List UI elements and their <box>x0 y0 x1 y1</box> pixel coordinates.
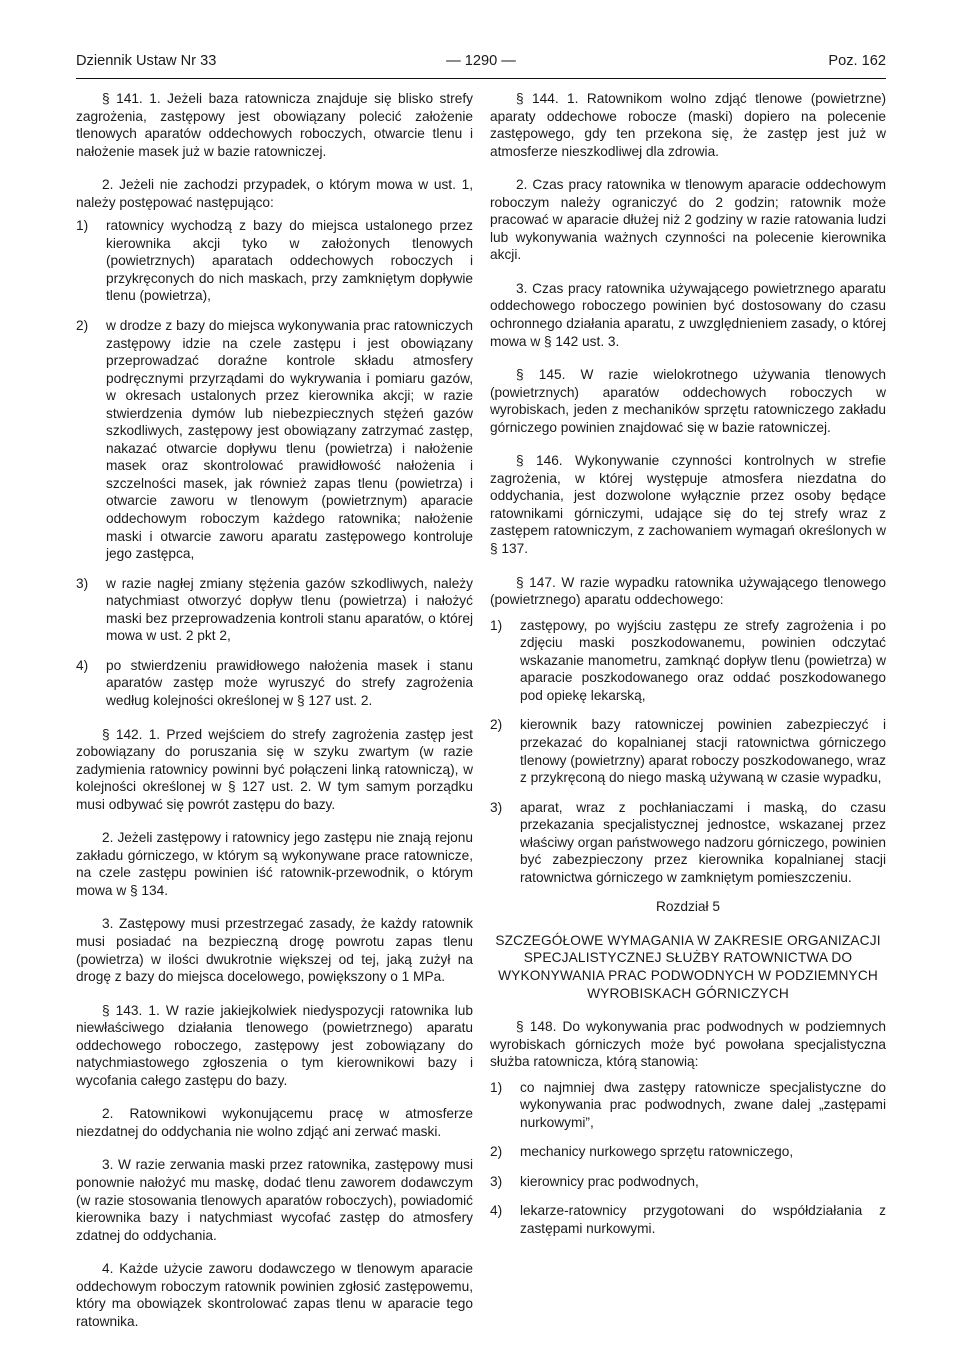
list-text: lekarze-ratownicy przygotowani do współdziałania z zastępami nurkowymi. <box>520 1203 886 1236</box>
list-item <box>490 1143 886 1161</box>
list-number: 1) <box>490 617 503 633</box>
list-text: zastępowy, po wyjściu zastępu ze strefy zagrożenia i po zdjęciu maski poszkodowanemu, powinien odczytać wskazanie manometru, zamknąć dopływ tlenu (powietrza) w aparacie poszkodowanego oraz oddać poszkodowanego pod opiekę lekarską, <box>520 617 886 703</box>
list-text: w drodze z bazy do miejsca wykonywania prac ratowniczych zastępowy idzie na czele zastępu i jest obowiązany przeprowadzać doraźne kontrole składu atmosfery podręcznymi przyrządami do wykrywania i pomiaru gazów, w okresach ustalonych przez kierownika akcji; w razie stwierdzenia dymów lub niebezpiecznych stężeń gazów szkodliwych, zastępowy jest obowiązany zatrzymać zastęp, nakazać otwarcie dopływu tlenu (powietrza) i nałożenie masek oraz skontrolować prawidłowość nałożenia i szczelności masek, jak również zapas tlenu (powietrza) i otwarcie zaworu w tlenowym (powietrznym) aparacie oddechowym roboczym każdego ratownika; nałożenie maski i otwarcie zaworu aparatu zastępowego kontroluje jego zastępca, <box>106 318 473 562</box>
paragraph-143-4: 4. Każde użycie zaworu dodawczego w tlenowym aparacie oddechowym roboczym ratownik powinien zgłosić zastępowemu, który ma obowiązek skontrolować zapas tlenu w aparacie tego ratownika. <box>76 1261 473 1329</box>
left-column <box>76 90 473 1346</box>
page-number: — 1290 — <box>446 53 516 69</box>
list-item <box>490 1202 886 1237</box>
list-item <box>490 1079 886 1132</box>
paragraph-143-3: 3. W razie zerwania maski przez ratownika, zastępowy musi ponownie nałożyć mu maskę, dodać tlenu zaworem dodawczym (w razie stosowania tlenowych aparatów roboczych), powiadomić kierownika bazy i natychmiast wycofać zastęp do atmosfery zdatnej do oddychania. <box>76 1157 473 1243</box>
paragraph-148: § 148. Do wykonywania prac podwodnych w podziemnych wyrobiskach górniczych może być powołana specjalistyczna służba ratownicza, którą stanowią: <box>490 1019 886 1070</box>
list-number: 3) <box>76 575 89 591</box>
paragraph-142-3: 3. Zastępowy musi przestrzegać zasady, że każdy ratownik musi posiadać na bezpieczną drogę powrotu zapas tlenu (powietrza) w ilości dwukrotnie większej od tej, jaką zużył na drogę z bazy do miejsca docelowego, powiększony o 1 MPa. <box>76 916 473 985</box>
paragraph-143-1: § 143. 1. W razie jakiejkolwiek niedyspozycji ratownika lub niewłaściwego działania tlenowego (powietrznego) aparatu oddechowego roboczego, zastępowy jest zobowiązany do natychmiastowego zgłoszenia o tym kierownikowi bazy i wycofania całego zastępu do bazy. <box>76 1002 473 1088</box>
right-column <box>490 90 886 1250</box>
chapter-heading: Rozdział 5 <box>656 899 720 915</box>
paragraph-144-1: § 144. 1. Ratownikom wolno zdjąć tlenowe (powietrzne) aparaty oddechowe robocze (maski) dopiero na polecenie zastępowego, gdy ten przekona się, że zastęp jest już w atmosferze nieszkodliwej dla zdrowia. <box>490 91 886 159</box>
paragraph-144-2: 2. Czas pracy ratownika w tlenowym aparacie oddechowym roboczym należy ograniczyć do 2 godzin; ratownik może pracować w aparacie dłużej niż 2 godziny w razie ratowania ludzi lub wykonywania ważnych czynności na polecenie kierownika akcji. <box>490 177 886 263</box>
list-text: co najmniej dwa zastępy ratownicze specjalistyczne do wykonywania prac podwodnych, zwane dalej „zastępami nurkowymi”, <box>520 1079 886 1130</box>
list-text: po stwierdzeniu prawidłowego nałożenia masek i stanu aparatów zastęp może wyruszyć do strefy zagrożenia według kolejności określonej w § 127 ust. 2. <box>106 657 473 708</box>
paragraph-147: § 147. W razie wypadku ratownika używającego tlenowego (powietrznego) aparatu oddechowego: <box>490 574 886 608</box>
paragraph-144-3: 3. Czas pracy ratownika używającego powietrznego aparatu oddechowego roboczego powinien być dostosowany do czasu ochronnego działania aparatu, z uwzględnieniem zasady, o której mowa w § 142 ust. 3. <box>490 280 886 349</box>
list-item <box>490 1173 886 1191</box>
position-number: Poz. 162 <box>828 53 886 69</box>
list-text: kierownik bazy ratowniczej powinien zabezpieczyć i przekazać do kopalnianej stacji ratownictwa górniczego tlenowy (powietrzny) aparat roboczy poszkodowanego, wraz z przykręconą do niego maską używaną w czasie wypadku, <box>520 717 886 786</box>
list-item <box>490 716 886 786</box>
list-item <box>76 217 473 305</box>
chapter-title: SZCZEGÓŁOWE WYMAGANIA W ZAKRESIE ORGANIZACJI SPECJALISTYCZNEJ SŁUŻBY RATOWNICTWA DO WYKONYWANIA PRAC PODWODNYCH W PODZIEMNYCH WYROBISKACH GÓRNICZYCH <box>495 932 881 1001</box>
list-number: 2) <box>490 1144 503 1160</box>
list-item <box>76 317 473 563</box>
list-number: 2) <box>76 318 89 334</box>
list-number: 4) <box>76 657 89 673</box>
page-header <box>76 53 886 77</box>
list-item <box>490 617 886 705</box>
paragraph-142-2: 2. Jeżeli zastępowy i ratownicy jego zastępu nie znają rejonu zakładu górniczego, w którym są wykonywane prace ratownicze, na czele zastępu powinien iść ratownik-przewodnik, o którym mowa w § 134. <box>76 830 473 898</box>
list-text: mechanicy nurkowego sprzętu ratowniczego, <box>520 1144 794 1160</box>
paragraph-141-1: § 141. 1. Jeżeli baza ratownicza znajduje się blisko strefy zagrożenia, zastępowy jest obowiązany polecić założenie tlenowych aparatów oddechowych roboczych, otwarcie tlenu i nałożenie masek już w bazie ratowniczej. <box>76 91 473 159</box>
list-item <box>76 657 473 710</box>
list-text: w razie nagłej zmiany stężenia gazów szkodliwych, należy natychmiast otworzyć dopływ tlenu (powietrza) i nałożyć maski bez przeprowadzenia kontroli stanu aparatów, o której mowa w ust. 2 pkt 2, <box>106 575 473 644</box>
list-number: 3) <box>490 1173 503 1189</box>
list-text: ratownicy wychodzą z bazy do miejsca ustalonego przez kierownika akcji tyko w założonych tlenowych (powietrznych) aparatach oddechowych roboczych i przykręconych do nich maskach, przy zamkniętym dopływie tlenu (powietrza), <box>106 218 473 304</box>
header-divider <box>76 78 886 79</box>
list-number: 1) <box>490 1079 503 1095</box>
paragraph-145: § 145. W razie wielokrotnego używania tlenowych (powietrznych) aparatów oddechowych roboczych w wyrobiskach, jeden z mechaników sprzętu ratowniczego zakładu górniczego powinien znajdować się w bazie ratowniczej. <box>490 367 886 435</box>
list-number: 2) <box>490 717 503 733</box>
list-number: 1) <box>76 218 89 234</box>
list-text: aparat, wraz z pochłaniaczami i maską, do czasu przekazania specjalistycznej jednostce, wskazanej przez właściwy organ państwowego nadzoru górniczego, powinien być zabezpieczony przez kierownika kopalnianej stacji ratownictwa górniczego w zamkniętym pomieszczeniu. <box>520 799 886 885</box>
list-item <box>76 575 473 645</box>
paragraph-146: § 146. Wykonywanie czynności kontrolnych w strefie zagrożenia, w której występuje atmosfera niezdatna do oddychania, jest dozwolone wyłącznie przez osoby będące ratownikami górniczymi, udające się do tej strefy wraz z zastępem ratowniczym, z zachowaniem wymagań określonych w § 137. <box>490 453 886 557</box>
paragraph-141-2: 2. Jeżeli nie zachodzi przypadek, o którym mowa w ust. 1, należy postępować następująco: <box>76 177 473 210</box>
paragraph-142-1: § 142. 1. Przed wejściem do strefy zagrożenia zastęp jest zobowiązany do poruszania się w szyku zwartym (w razie zadymienia ratownicy powinni być połączeni linką ratowniczą), w kolejności określonej w § 127 ust. 2. W tym samym porządku musi odbywać się powrót zastępu do bazy. <box>76 726 473 812</box>
list-text: kierownicy prac podwodnych, <box>520 1173 699 1189</box>
paragraph-143-2: 2. Ratownikowi wykonującemu pracę w atmosferze niezdatnej do oddychania nie wolno zdjąć ani zerwać maski. <box>76 1106 473 1139</box>
journal-title: Dziennik Ustaw Nr 33 <box>76 53 217 69</box>
list-number: 3) <box>490 799 503 815</box>
list-item <box>490 799 886 887</box>
list-number: 4) <box>490 1203 503 1219</box>
